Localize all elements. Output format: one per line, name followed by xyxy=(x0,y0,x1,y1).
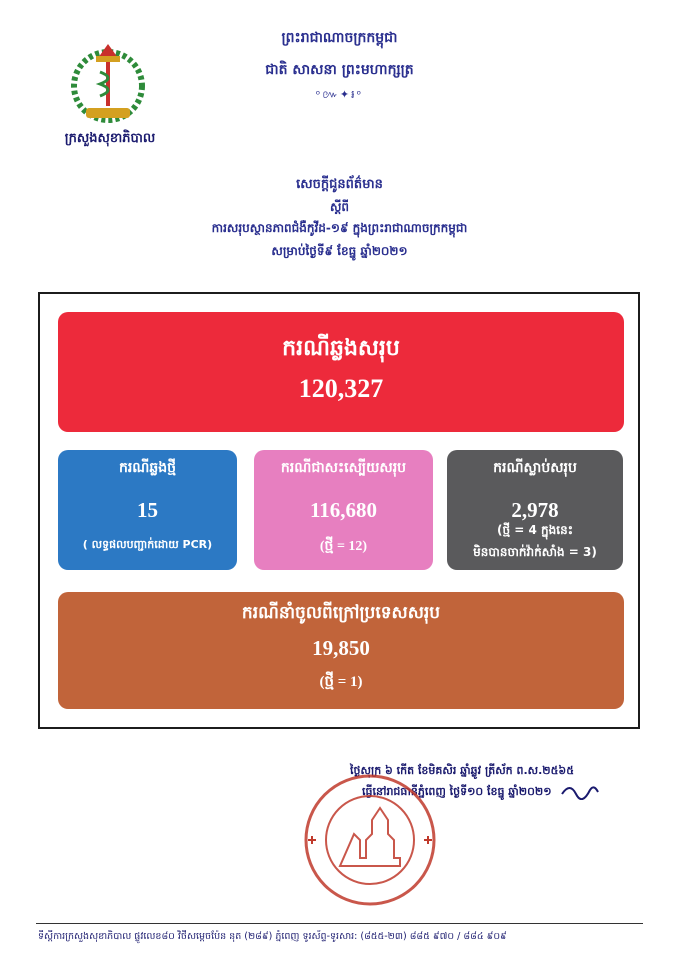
national-motto: ជាតិ សាសនា ព្រះមហាក្សត្រ xyxy=(265,62,414,78)
signature xyxy=(560,780,600,800)
footer-divider xyxy=(36,923,643,924)
deaths-note-line2: មិនបានចាក់វ៉ាក់សាំង = 3) xyxy=(473,545,597,559)
official-seal-stamp xyxy=(300,770,440,910)
lunar-date: ថ្ងៃសុក្រ ៦ កើត ខែមិគសិរ ឆ្នាំឆ្លូវ ត្រីស័ក ព.ស.២៥៦៥ xyxy=(350,764,574,777)
press-release-title: សេចក្តីជូនព័ត៌មាន xyxy=(296,177,383,192)
recovered-value: 116,680 xyxy=(309,498,378,522)
imported-cases-card xyxy=(58,592,624,709)
kingdom-title: ព្រះរាជាណាចក្រកម្ពុជា xyxy=(281,30,398,46)
deaths-label: ករណីស្លាប់សរុប xyxy=(493,460,577,476)
deaths-card xyxy=(447,450,623,570)
new-cases-note: ( លទ្ធផលបញ្ជាក់ដោយ PCR) xyxy=(82,538,213,551)
deaths-note-line1: (ថ្មី = 4 ក្នុងនេះ xyxy=(497,523,573,537)
ministry-name: ក្រសួងសុខាភិបាល xyxy=(64,131,156,146)
ornament: ᵒ៚✦៛ᵒ xyxy=(315,88,364,101)
press-release-date: សម្រាប់ថ្ងៃទី៩ ខែធ្នូ ឆ្នាំ២០២១ xyxy=(271,244,408,258)
total-cases-value: 120,327 xyxy=(298,374,384,403)
imported-cases-note: (ថ្មី = 1) xyxy=(319,674,363,690)
total-cases-label: ករណីឆ្លងសរុប xyxy=(282,336,400,361)
imported-cases-value: 19,850 xyxy=(312,636,370,660)
recovered-card xyxy=(254,450,433,570)
footer-address: ទីស្តីការក្រសួងសុខាភិបាល ផ្លូវលេខ៨០ វិថីសម្តេចប៉ែន នុត (២៨៩) ភ្នំពេញ ទូរស័ព្ទ-ទូរសារ: (៨៥៥-២៣) ៨៨៥ ៩៧០ / ៨៨៤ ៩០៩ xyxy=(38,931,507,942)
total-cases-card xyxy=(58,312,624,432)
new-cases-value: 15 xyxy=(137,498,158,522)
solar-date: ធ្វើនៅរាជធានីភ្នំពេញ ថ្ងៃទី១០ ខែធ្នូ ឆ្នាំ២០២១ xyxy=(362,785,552,798)
ministry-logo xyxy=(60,36,156,128)
press-release-subject: ការសរុបស្ថានភាពជំងឺកូវីដ-១៩ ក្នុងព្រះរាជាណាចក្រកម្ពុជា xyxy=(211,221,468,235)
recovered-note: (ថ្មី = 12) xyxy=(319,539,368,554)
imported-cases-label: ករណីនាំចូលពីក្រៅប្រទេសសរុប xyxy=(241,603,441,623)
deaths-value: 2,978 xyxy=(511,498,559,522)
recovered-label: ករណីជាសះស្បើយសរុប xyxy=(280,460,407,476)
new-cases-card xyxy=(58,450,237,570)
press-release-about: ស្តីពី xyxy=(329,200,350,214)
new-cases-label: ករណីឆ្លងថ្មី xyxy=(118,460,177,476)
